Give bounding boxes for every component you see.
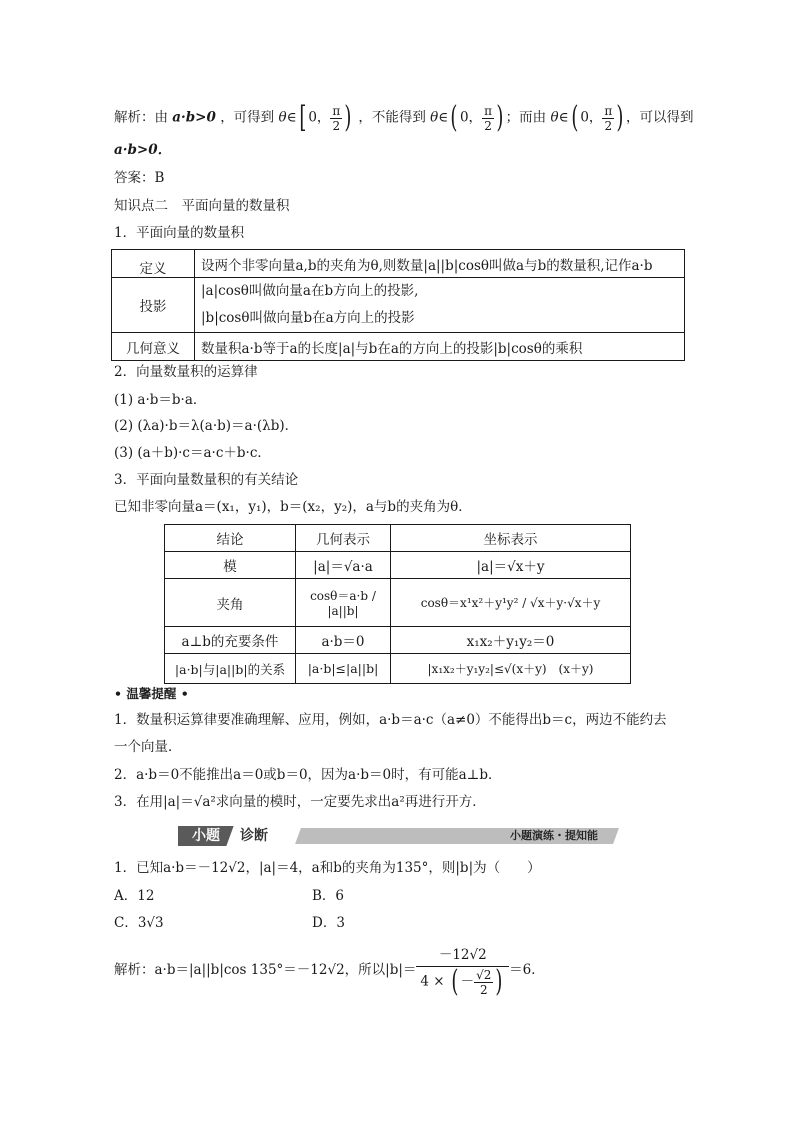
- cell: a·b＝0: [296, 627, 391, 654]
- table-row: [165, 627, 631, 654]
- header-conclusion: 结论: [165, 525, 296, 552]
- analysis-2-tail: ＝6．: [509, 962, 545, 978]
- tips-title: • 温馨提醒 •: [114, 686, 189, 701]
- left-paren: (: [451, 964, 459, 999]
- header-coordinate: 坐标表示: [391, 525, 631, 552]
- analysis-lead: 解析：由: [114, 109, 168, 126]
- right-paren: ): [496, 100, 504, 135]
- tip-3: 3．在用|a|＝√a²求向量的模时，一定要先求出a²再进行开方．: [114, 794, 486, 810]
- subsection-3: 3．平面向量数量积的有关结论: [114, 472, 299, 488]
- answer: 答案：B: [114, 170, 165, 186]
- text-segment: ；而由: [505, 109, 547, 126]
- quiz-banner: [178, 826, 618, 846]
- denominator-left: 4 ×: [420, 973, 445, 990]
- table-row: [112, 333, 685, 361]
- option-c[interactable]: C．3√3: [114, 915, 164, 931]
- analysis-line-2: a·b>0．: [114, 142, 172, 158]
- right-paren: ): [344, 100, 352, 135]
- table-row: [112, 250, 685, 278]
- cell: |a|＝√x＋y: [391, 552, 631, 579]
- law-3: (3) (a＋b)·c＝a·c＋b·c．: [114, 445, 271, 461]
- theta-in: θ∈: [550, 109, 569, 126]
- pi-over-2: $\frac{\pi}{2}$: [604, 103, 613, 133]
- option-a[interactable]: A．12: [114, 888, 155, 904]
- interval-start: 0，: [308, 109, 331, 126]
- right-paren: ): [495, 964, 503, 999]
- row-label-geometric: 几何意义: [112, 333, 195, 361]
- cell: |a·b|≤|a||b|: [296, 654, 391, 684]
- cell: cosθ＝a·b / |a||b|: [296, 579, 391, 627]
- law-2: (2) (λa)·b＝λ(a·b)＝a·(λb)．: [114, 418, 299, 434]
- left-paren: (: [450, 100, 458, 135]
- condition: a·b>0: [172, 109, 216, 126]
- banner-right-label: 小题演练・提知能: [510, 829, 598, 842]
- cell: cosθ＝x¹x²＋y¹y² / √x＋y·√x＋y: [391, 579, 631, 627]
- projection-line-2: |b|cosθ叫做向量b在a方向上的投影: [201, 310, 415, 326]
- question-1: 1．已知a·b＝－12√2，|a|＝4，a和b的夹角为135°，则|b|为（ ）: [114, 860, 541, 876]
- definition-content: 设两个非零向量a,b的夹角为θ,则数量|a||b|cosθ叫做a与b的数量积,记作a·b: [195, 250, 685, 278]
- given-vectors: 已知非零向量a＝(x₁，y₁)，b＝(x₂，y₂)，a与b的夹角为θ．: [114, 499, 472, 515]
- conclusions-table: [164, 524, 631, 684]
- projection-content: [195, 278, 685, 333]
- cell: 夹角: [165, 579, 296, 627]
- banner-dark-block: [178, 826, 234, 846]
- row-label-definition: 定义: [112, 250, 195, 278]
- option-d[interactable]: D．3: [312, 915, 345, 931]
- dot-product-table: [111, 249, 685, 361]
- banner-title-b: 诊断: [240, 828, 268, 844]
- cell: 模: [165, 552, 296, 579]
- left-bracket: [: [298, 100, 306, 135]
- left-paren: (: [570, 100, 578, 135]
- table-row: [165, 654, 631, 684]
- cell: |a·b|与|a||b|的关系: [165, 654, 296, 684]
- big-fraction: [416, 944, 509, 997]
- analysis-line-1: [114, 100, 694, 135]
- option-b[interactable]: B．6: [312, 888, 345, 904]
- analysis-2: [114, 940, 545, 1000]
- cell: |x₁x₂＋y₁y₂|≤√(x＋y) (x＋y): [391, 654, 631, 684]
- text-segment: ，可以得到: [626, 109, 694, 126]
- tip-2: 2．a·b＝0不能推出a＝0或b＝0，因为a·b＝0时，有可能a⊥b．: [114, 767, 502, 783]
- right-paren: ): [616, 100, 624, 135]
- interval-start: 0，: [459, 109, 483, 126]
- cell: x₁x₂＋y₁y₂＝0: [391, 627, 631, 654]
- header-geometric: 几何表示: [296, 525, 391, 552]
- root2-over-2: $\frac{√2}{2}$: [476, 967, 492, 997]
- table-row: [165, 579, 631, 627]
- text-segment: ，可得到: [220, 109, 275, 126]
- fraction-denominator: [416, 964, 509, 999]
- analysis-2-lead: 解析：a·b＝|a||b|cos 135°＝－12√2，所以|b|＝: [114, 962, 417, 978]
- table-row: [165, 552, 631, 579]
- table-row: [112, 278, 685, 333]
- theta-in: θ∈: [430, 109, 449, 126]
- pi-over-2: $\frac{\pi}{2}$: [332, 103, 341, 133]
- section-title: 知识点二 平面向量的数量积: [114, 198, 290, 214]
- tip-1a: 1．数量积运算律要准确理解、应用，例如，a·b＝a·c（a≠0）不能得出b＝c，两边不能约去: [114, 712, 667, 728]
- subsection-1: 1．平面向量的数量积: [114, 225, 245, 241]
- subsection-2: 2．向量数量积的运算律: [114, 364, 258, 380]
- row-label-projection: 投影: [112, 278, 195, 333]
- text-segment: ，不能得到: [358, 109, 426, 126]
- fraction-numerator: －12√2: [416, 944, 509, 967]
- banner-title-a: 小题: [192, 828, 220, 844]
- neg-sign: －: [460, 973, 475, 990]
- geometric-content: 数量积a·b等于a的长度|a|与b在a的方向上的投影|b|cosθ的乘积: [195, 333, 685, 361]
- cell: |a|＝√a·a: [296, 552, 391, 579]
- tip-1b: 一个向量．: [114, 739, 182, 755]
- theta-in: θ∈: [278, 109, 297, 126]
- table-header-row: [165, 525, 631, 552]
- projection-line-1: |a|cosθ叫做向量a在b方向上的投影,: [201, 283, 419, 299]
- cell: a⊥b的充要条件: [165, 627, 296, 654]
- law-1: (1) a·b＝b·a．: [114, 392, 207, 408]
- pi-over-2: $\frac{\pi}{2}$: [484, 103, 492, 133]
- interval-start: 0，: [580, 109, 603, 126]
